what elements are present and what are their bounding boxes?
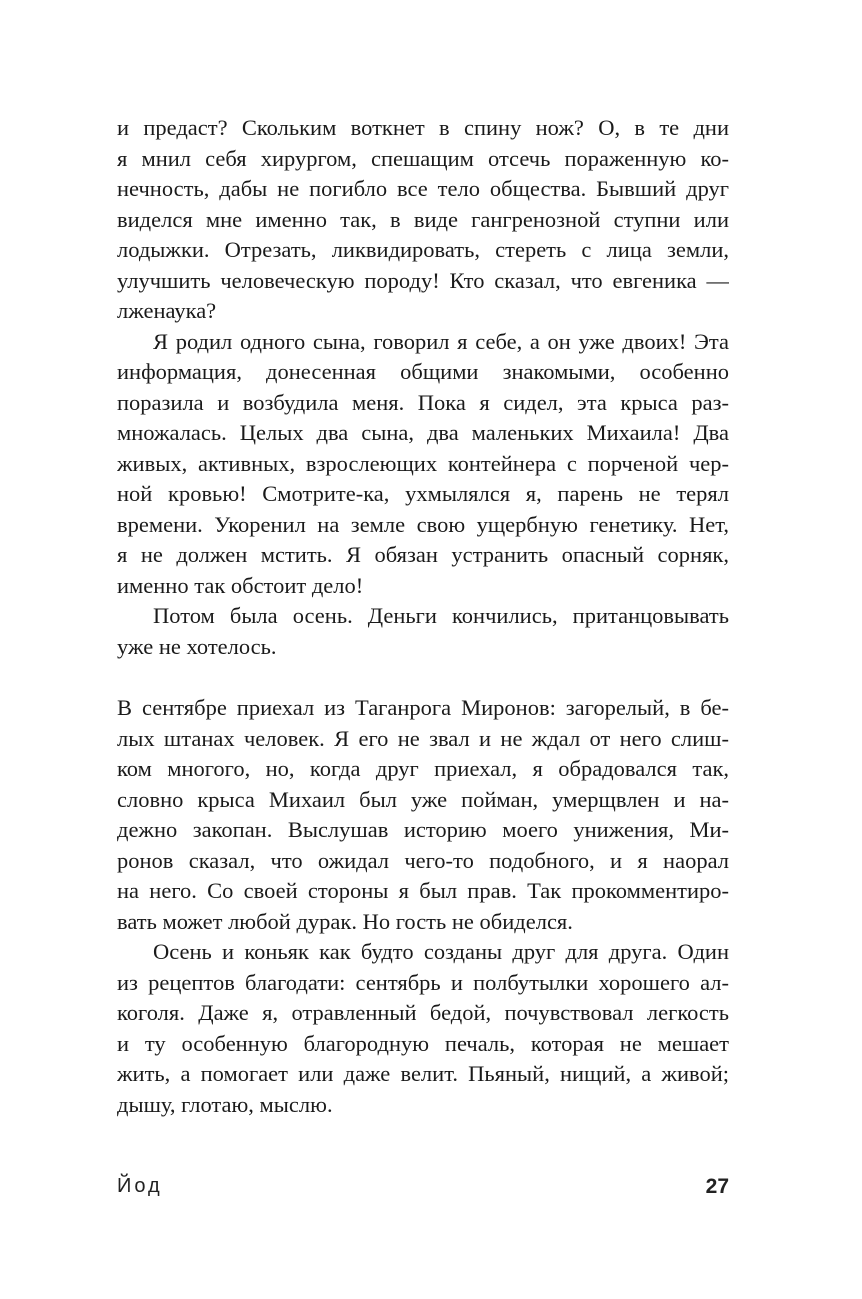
running-title: Йод <box>117 1175 163 1197</box>
text-line: улучшить человеческую породу! Кто сказал, что евгеника — <box>117 267 729 293</box>
page-footer <box>117 1175 729 1205</box>
text-line: коголя. Даже я, отравленный бедой, почувствовал легкость <box>117 1000 729 1025</box>
text-line: и предаст? Скольким воткнет в спину нож? О, в те дни <box>117 115 729 140</box>
paragraph-1 <box>117 113 729 327</box>
text-line: виделся мне именно так, в виде гангренозной ступни или <box>117 206 729 232</box>
text-line: лженаука? <box>117 298 217 323</box>
text-line: множалась. Целых два сына, два маленьких Михаила! Два <box>117 420 729 445</box>
text-line: живых, активных, взрослеющих контейнера с порченой чер- <box>117 450 729 476</box>
text-line: ронов сказал, что ожидал чего-то подобного, и я наорал <box>117 847 729 873</box>
text-line: я не должен мстить. Я обязан устранить опасный сорняк, <box>117 542 729 567</box>
text-line: нечность, дабы не погибло все тело общества. Бывший друг <box>117 176 729 201</box>
text-line: Потом была осень. Деньги кончились, пританцовывать <box>153 603 729 628</box>
text-line: Я родил одного сына, говорил я себе, а он уже двоих! Эта <box>153 328 729 354</box>
text-line: дышу, глотаю, мыслю. <box>117 1091 333 1117</box>
text-line: ной кровью! Смотрите-ка, ухмылялся я, парень не терял <box>117 481 729 506</box>
text-line: лодыжки. Отрезать, ликвидировать, стереть с лица земли, <box>117 237 729 262</box>
text-line: именно так обстоит дело! <box>117 572 364 598</box>
paragraph-4 <box>117 693 729 937</box>
text-line: из рецептов благодати: сентябрь и полбутылки хорошего ал- <box>117 969 729 995</box>
text-line: времени. Укоренил на земле свою ущербную генетику. Нет, <box>117 511 729 537</box>
text-line: поразила и возбудила меня. Пока я сидел, эта крыса раз- <box>117 389 729 415</box>
page-number: 27 <box>705 1175 729 1198</box>
text-line: я мнил себя хирургом, спешащим отсечь пораженную ко- <box>117 145 729 171</box>
paragraph-5 <box>117 937 729 1120</box>
paragraph-2 <box>117 327 729 602</box>
text-line: жить, а помогает или даже велит. Пьяный, нищий, а живой; <box>117 1061 729 1086</box>
text-line: дежно закопан. Выслушав историю моего унижения, Ми- <box>117 817 729 842</box>
text-line: ком многого, но, когда друг приехал, я обрадовался так, <box>117 756 729 781</box>
text-line: лых штанах человек. Я его не звал и не ждал от него слиш- <box>117 725 729 751</box>
text-line: В сентябре приехал из Таганрога Миронов: загорелый, в бе- <box>117 695 729 720</box>
section-break <box>117 662 729 693</box>
text-line: и ту особенную благородную печаль, которая не мешает <box>117 1030 729 1056</box>
text-line: вать может любой дурак. Но гость не обиделся. <box>117 908 573 934</box>
text-line: уже не хотелось. <box>117 633 277 659</box>
text-line: словно крыса Михаил был уже пойман, умерщвлен и на- <box>117 786 729 812</box>
text-line: Осень и коньяк как будто созданы друг для друга. Один <box>153 939 729 964</box>
paragraph-3 <box>117 601 729 662</box>
text-line: на него. Со своей стороны я был прав. Так прокомментиро- <box>117 878 729 903</box>
text-line: информация, донесенная общими знакомыми, особенно <box>117 359 729 384</box>
page-body <box>117 113 729 1120</box>
